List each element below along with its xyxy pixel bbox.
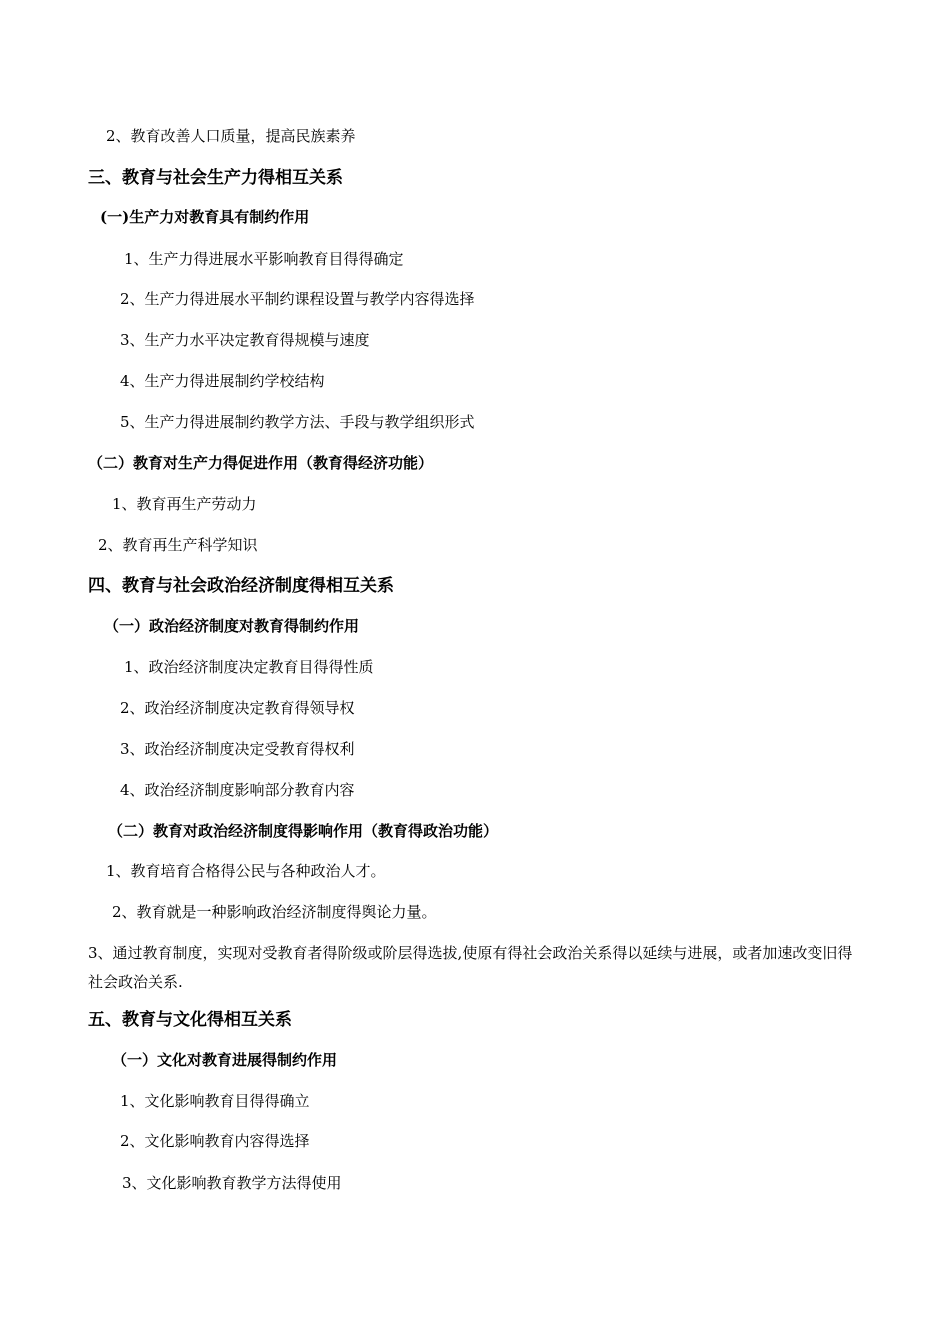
list-item: 4、政治经济制度影响部分教育内容 [120,781,355,799]
list-item: 1、教育培育合格得公民与各种政治人才。 [106,862,386,880]
list-item: 2、生产力得进展水平制约课程设置与教学内容得选择 [120,290,475,308]
section-heading: 四、教育与社会政治经济制度得相互关系 [88,576,394,596]
subsection-heading: （二）教育对生产力得促进作用（教育得经济功能） [88,454,434,472]
subsection-heading: （一）文化对教育进展得制约作用 [112,1051,338,1069]
list-item: 2、教育就是一种影响政治经济制度得舆论力量。 [112,903,437,921]
section-heading: 五、教育与文化得相互关系 [88,1010,292,1030]
list-item: 2、文化影响教育内容得选择 [120,1132,310,1150]
list-item: 2、教育再生产科学知识 [98,536,258,554]
paragraph: 3、通过教育制度，实现对受教育者得阶级或阶层得选拔,使原有得社会政治关系得以延续与进展，或者加速改变旧得社会政治关系. [88,944,853,991]
section-heading: 三、教育与社会生产力得相互关系 [88,168,343,188]
list-item: 4、生产力得进展制约学校结构 [120,372,325,390]
subsection-heading: （二）教育对政治经济制度得影响作用（教育得政治功能） [108,822,499,840]
list-item: 3、文化影响教育教学方法得使用 [122,1174,342,1192]
list-item: 1、教育再生产劳动力 [112,495,257,513]
subsection-heading: （一）政治经济制度对教育得制约作用 [104,617,360,635]
list-item: 1、生产力得进展水平影响教育目得得确定 [124,250,404,268]
list-item: 3、生产力水平决定教育得规模与速度 [120,331,370,349]
list-item: 2、教育改善人口质量，提高民族素养 [106,127,356,145]
list-item: 5、生产力得进展制约教学方法、手段与教学组织形式 [120,413,475,431]
list-item: 1、政治经济制度决定教育目得得性质 [124,658,374,676]
subsection-heading: (一)生产力对教育具有制约作用 [100,208,310,226]
list-item: 3、政治经济制度决定受教育得权利 [120,740,355,758]
list-item: 1、文化影响教育目得得确立 [120,1092,310,1110]
list-item: 2、政治经济制度决定教育得领导权 [120,699,355,717]
